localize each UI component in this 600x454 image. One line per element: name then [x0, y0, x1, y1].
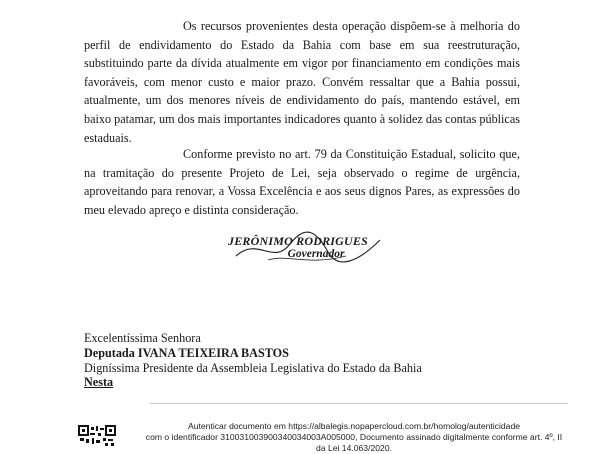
addressee-title: Digníssima Presidente da Assembleia Legislativa do Estado da Bahia: [84, 361, 422, 375]
body-paragraph-2: [84, 145, 520, 219]
signatory-name: JERÔNIMO RODRIGUES: [228, 234, 368, 248]
footer-law-line: da Lei 14.063/2020.: [316, 443, 392, 453]
qr-code-icon: [78, 425, 116, 447]
addressee-location: Nesta: [84, 375, 114, 389]
footer-identifier-line: com o identificador 310031003900340034003A005000, Documento assinado digitalmente conforme art. 4º, II: [145, 432, 563, 442]
paragraph-2-text: Conforme previsto no art. 79 da Constituição Estadual, solicito que, na tramitação do presente Projeto de Lei, seja observado o regime de urgência, aproveitando para renovar, a Vossa Excelência e aos seus dignos Pares, as expressões do meu elevado apreço e distinta consideração.: [84, 147, 520, 217]
paragraph-1-text: Os recursos provenientes desta operação dispõem-se à melhoria do perfil de endividamento do Estado da Bahia com base em sua reestruturação, substituindo parte da dívida atualmente em vigor por financiamento em condições mais favoráveis, com menor custo e maior prazo. Convém ressaltar que a Bahia possui, atualmente, um dos menores níveis de endividamento do país, mantendo estável, em baixo patamar, um dos mais importantes indicadores quanto à solidez das contas públicas estaduais.: [84, 19, 520, 145]
addressee-salutation: Excelentíssima Senhora: [84, 331, 201, 345]
signatory-role: Governador: [287, 248, 345, 260]
footer-divider: [150, 403, 568, 404]
addressee-name: Deputada IVANA TEIXEIRA BASTOS: [84, 346, 289, 360]
body-paragraph-1: [84, 17, 520, 147]
footer-authentication-line: Autenticar documento em https://albalegis.nopapercloud.com.br/homolog/autenticidade: [187, 421, 521, 431]
